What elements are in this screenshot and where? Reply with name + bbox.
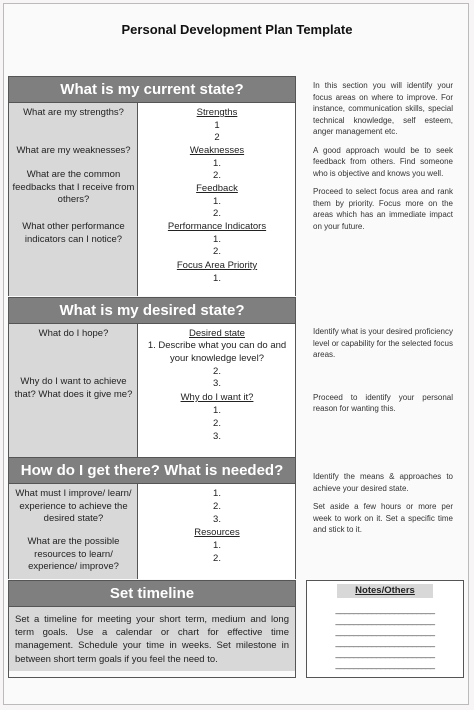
guidance-paragraph: Identify what is your desired proficiency level or capability for the selected focus areas. xyxy=(313,327,453,359)
desired-answers-column xyxy=(138,324,295,457)
desired-state-section xyxy=(8,297,296,457)
question-resources: What are the possible resources to learn/ experience/ improve? xyxy=(27,536,120,572)
question-weaknesses: What are my weaknesses? xyxy=(16,145,131,156)
answer-resources-heading: Resources xyxy=(194,527,240,538)
answer-line: 1. xyxy=(213,488,221,499)
guidance-paragraph: In this section you will identify your focus areas on where to improve. For instance, communication skills, special technical knowledge, self esteem, anger management etc. xyxy=(313,81,453,136)
answer-line: 2. xyxy=(213,170,221,181)
timeline-text: Set a timeline for meeting your short term, medium and long term goals. Use a calendar or chart for effective time management. Schedule your time in weeks. Set milestone in between short term goals if you feel the need to. xyxy=(9,607,295,671)
answer-line: 1 xyxy=(214,120,220,131)
notes-title: Notes/Others xyxy=(337,584,433,598)
answer-performance-heading: Performance Indicators xyxy=(167,221,267,232)
how-guidance xyxy=(313,471,453,543)
question-why-achieve: Why do I want to achieve that? What does it give me? xyxy=(14,376,133,400)
how-header: How do I get there? What is needed? xyxy=(9,458,295,484)
notes-line: ______________________ xyxy=(335,626,435,636)
answer-line: 1. xyxy=(213,405,221,416)
notes-line: ______________________ xyxy=(335,648,435,658)
guidance-paragraph: Proceed to select focus area and rank them by priority. Focus more on the areas which has an immediate impact on your future. xyxy=(313,187,453,231)
notes-box xyxy=(306,580,464,678)
answer-line: 2. xyxy=(213,246,221,257)
how-questions-column xyxy=(9,484,138,579)
answer-desired-heading: Desired state xyxy=(189,328,245,339)
question-feedbacks: What are the common feedbacks that I receive from others? xyxy=(12,169,135,205)
answer-line: 3. xyxy=(213,514,221,525)
answer-line: 3. xyxy=(213,431,221,442)
answer-desired-item-1: 1. Describe what you can do and your knowledge level? xyxy=(147,340,287,364)
answer-line: 2. xyxy=(213,501,221,512)
desired-state-header: What is my desired state? xyxy=(9,298,295,324)
timeline-header: Set timeline xyxy=(9,581,295,607)
answer-why-heading: Why do I want it? xyxy=(180,392,254,403)
answer-priority-heading: Focus Area Priority xyxy=(176,260,258,271)
question-improve: What must I improve/ learn/ experience to achieve the desired state? xyxy=(15,488,132,524)
guidance-paragraph: A good approach would be to seek feedback from others. Find someone who is objective and knows you well. xyxy=(313,145,453,178)
answer-line: 2. xyxy=(213,208,221,219)
answer-line: 1. xyxy=(213,540,221,551)
answer-line: 2. xyxy=(213,366,221,377)
question-strengths: What are my strengths? xyxy=(23,107,124,118)
answer-line: 1. xyxy=(213,158,221,169)
notes-line: ______________________ xyxy=(335,637,435,647)
notes-line: ______________________ xyxy=(335,604,435,614)
answer-line: 2. xyxy=(213,553,221,564)
how-section xyxy=(8,457,296,579)
answer-line: 1. xyxy=(213,196,221,207)
guidance-paragraph: Identify the means & approaches to achieve your desired state. xyxy=(313,472,453,493)
answer-line: 3. xyxy=(213,378,221,389)
how-answers-column xyxy=(138,484,295,579)
question-performance: What other performance indicators can I notice? xyxy=(22,221,125,245)
current-state-header: What is my current state? xyxy=(9,77,295,103)
timeline-section xyxy=(8,580,296,678)
answer-strengths-heading: Strengths xyxy=(196,107,238,118)
page-title: Personal Development Plan Template xyxy=(121,22,353,37)
notes-line: ______________________ xyxy=(335,659,435,669)
current-questions-column xyxy=(9,103,138,296)
question-hope: What do I hope? xyxy=(38,328,109,339)
answer-feedback-heading: Feedback xyxy=(196,183,238,194)
answer-line: 2. xyxy=(213,418,221,429)
current-state-guidance xyxy=(313,80,453,239)
current-answers-column xyxy=(138,103,295,296)
answer-line: 1. xyxy=(213,273,221,284)
desired-state-guidance xyxy=(313,326,453,422)
current-state-section xyxy=(8,76,296,296)
answer-line: 2 xyxy=(214,132,220,143)
notes-line: ______________________ xyxy=(335,615,435,625)
guidance-paragraph: Proceed to identify your personal reason for wanting this. xyxy=(313,392,453,413)
desired-questions-column xyxy=(9,324,138,457)
guidance-paragraph: Set aside a few hours or more per week to work on it. Set a specific time and stick to it. xyxy=(313,502,453,534)
answer-line: 1. xyxy=(213,234,221,245)
answer-weaknesses-heading: Weaknesses xyxy=(189,145,245,156)
